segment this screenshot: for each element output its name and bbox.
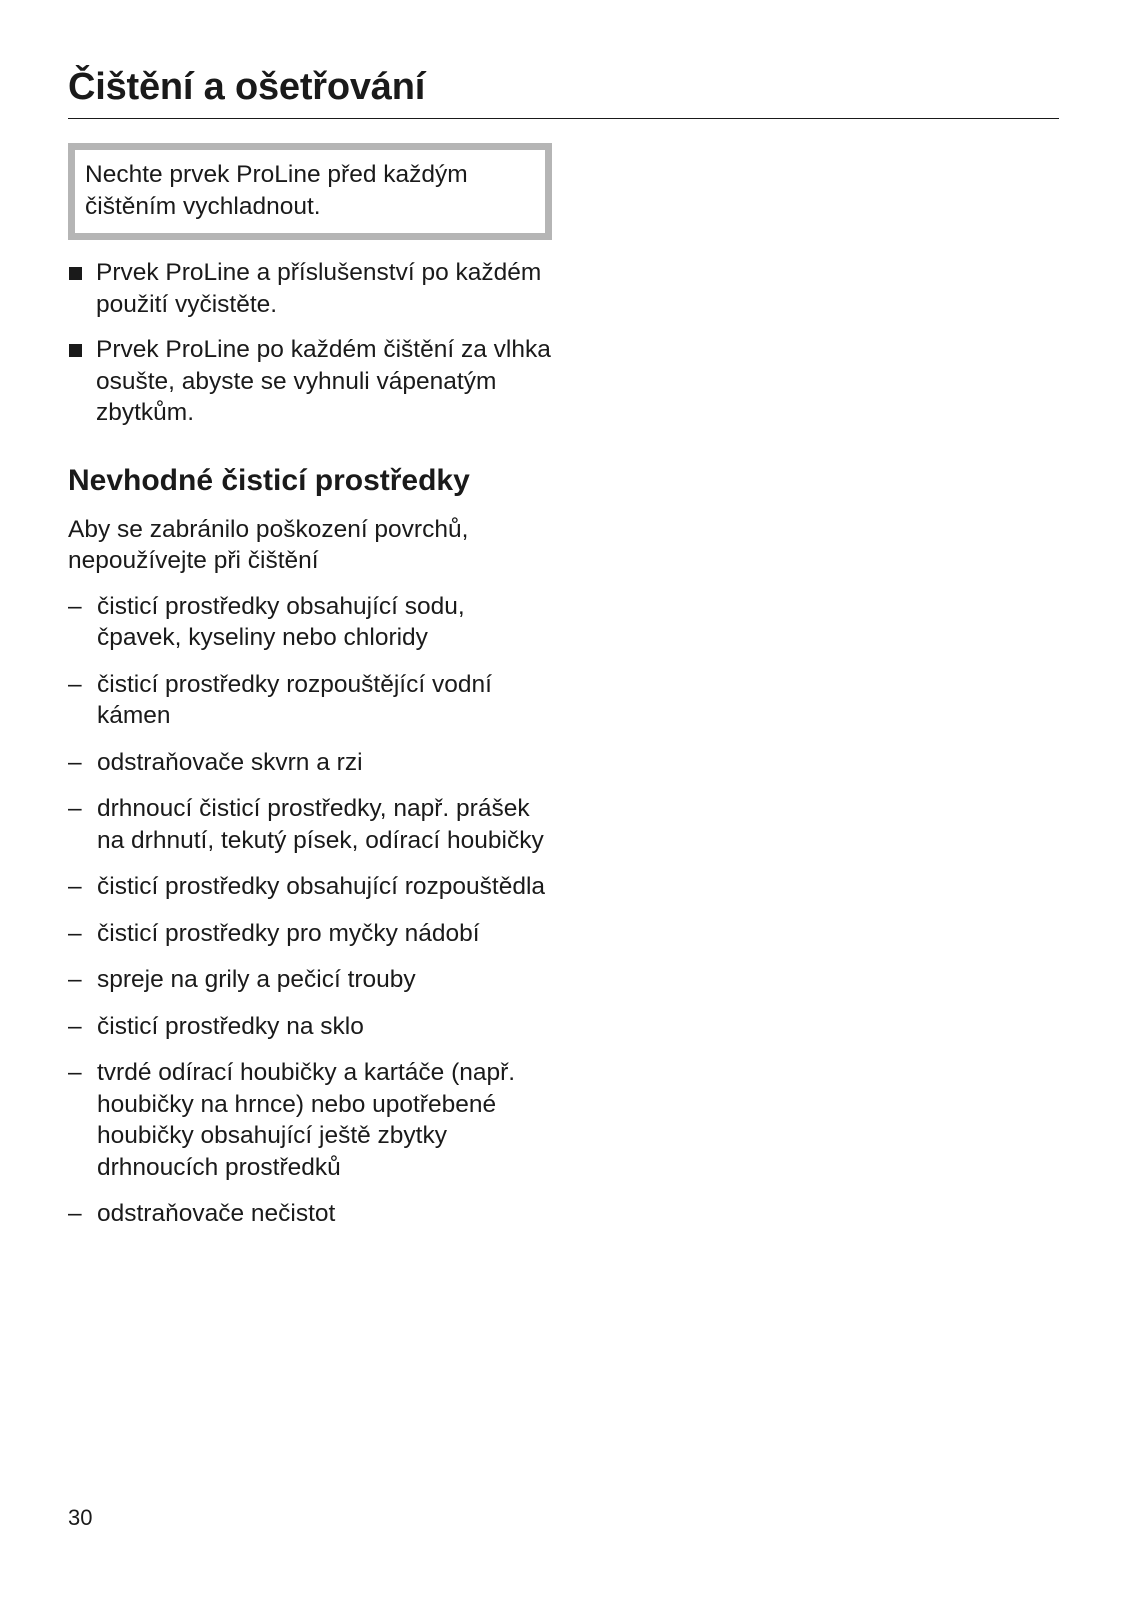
page-number: 30 (68, 1505, 93, 1530)
list-item-text: čisticí prostředky rozpouštějící vodní kámen (97, 670, 492, 729)
list-item (68, 747, 552, 779)
dash-bullet: – (68, 919, 82, 947)
list-item-text: tvrdé odírací houbičky a kartáče (např. houbičky na hrnce) nebo upotřebené houbičky obsahující ještě zbytky drhnoucích prostředků (97, 1059, 516, 1181)
content-column (68, 143, 552, 1245)
title-divider (68, 118, 1059, 119)
list-item (68, 1057, 552, 1183)
list-item-text: spreje na grily a pečicí trouby (97, 966, 416, 993)
dash-bullet: – (68, 1200, 82, 1227)
list-item-text: drhnoucí čisticí prostředky, např. prášek na drhnutí, tekutý písek, odírací houbičky (97, 795, 544, 854)
dash-bullet: – (68, 795, 82, 822)
instruction-item (68, 334, 552, 429)
list-item-text: čisticí prostředky obsahující sodu, čpavek, kyseliny nebo chloridy (97, 592, 465, 651)
instruction-text: Prvek ProLine po každém čištění za vlhka osušte, abyste se vyhnuli vápenatým zbytkům. (96, 336, 551, 426)
list-item (68, 918, 552, 950)
dash-bullet: – (68, 1059, 82, 1086)
list-item-text: odstraňovače nečistot (97, 1200, 336, 1227)
list-item-text: čisticí prostředky pro myčky nádobí (97, 919, 480, 947)
dash-bullet: – (68, 1012, 82, 1040)
section-intro: Aby se zabránilo poškození povrchů, nepoužívejte při čištění (68, 515, 469, 574)
dash-bullet: – (68, 670, 82, 698)
warning-text: Nechte prvek ProLine před každým čištěním vychladnout. (85, 161, 468, 220)
list-item-text: čisticí prostředky obsahující rozpouštědla (97, 873, 546, 900)
list-item-text: odstraňovače skvrn a rzi (97, 748, 363, 776)
list-item (68, 591, 552, 654)
list-item-text: čisticí prostředky na sklo (97, 1012, 364, 1040)
dash-bullet: – (68, 592, 82, 620)
section-heading: Nevhodné čisticí prostředky (68, 463, 470, 497)
dash-bullet: – (68, 748, 82, 776)
list-item (68, 964, 552, 996)
list-item (68, 871, 552, 903)
square-bullet-icon (69, 267, 82, 280)
dash-bullet: – (68, 873, 82, 900)
instruction-text: Prvek ProLine a příslušenství po každém použití vyčistěte. (96, 259, 542, 318)
list-item (68, 1011, 552, 1043)
warning-box (68, 143, 552, 240)
instruction-item (68, 257, 552, 320)
list-item (68, 669, 552, 732)
dash-bullet: – (68, 966, 82, 993)
page-title: Čištění a ošetřování (68, 66, 426, 108)
unsuitable-cleaners-list (68, 591, 552, 1230)
list-item (68, 793, 552, 856)
instruction-list (68, 257, 552, 429)
list-item (68, 1198, 552, 1230)
square-bullet-icon (69, 344, 82, 357)
